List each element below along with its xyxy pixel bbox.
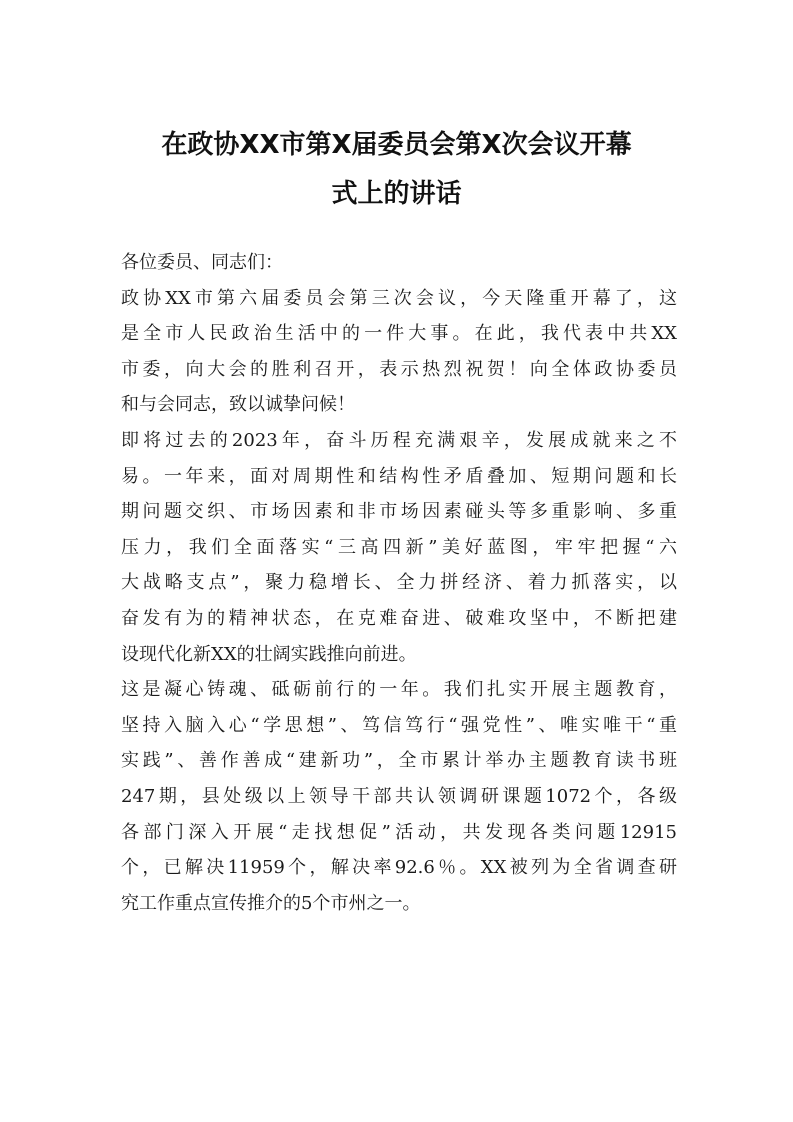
document-title-line-2: 式上的讲话: [331, 179, 462, 209]
paragraph-line: 期问题交织、市场因素和非市场因素碰头等多重影响、多重: [121, 501, 677, 523]
paragraph-line: 市委，向大会的胜利召开，表示热烈祝贺！向全体政协委员: [121, 358, 677, 380]
paragraph-line: 个，已解决11959个，解决率92.6％。XX被列为全省调查研: [121, 857, 677, 879]
paragraph-line: 政协XX市第六届委员会第三次会议，今天隆重开幕了，这: [121, 287, 677, 309]
paragraph-line: 即将过去的2023年，奋斗历程充满艰辛，发展成就来之不: [121, 429, 677, 451]
paragraph-1: [121, 281, 677, 423]
salutation-text: 各位委员、同志们：: [121, 252, 283, 273]
document-body: [121, 245, 677, 921]
paragraph-2: [121, 423, 677, 672]
paragraph-line: 压力，我们全面落实“三高四新”美好蓝图，牢牢把握“六: [121, 536, 677, 558]
paragraph-line: 和与会同志，致以诚挚问候！: [121, 394, 355, 416]
paragraph-line: 易。一年来，面对周期性和结构性矛盾叠加、短期问题和长: [121, 465, 677, 487]
paragraph-line: 坚持入脑入心“学思想”、笃信笃行“强党性”、唯实唯干“重: [121, 714, 677, 736]
paragraph-line: 是全市人民政治生活中的一件大事。在此，我代表中共XX: [121, 323, 677, 345]
paragraph-line: 奋发有为的精神状态，在克难奋进、破难攻坚中，不断把建: [121, 607, 677, 629]
salutation: [121, 245, 677, 281]
paragraph-line: 247期，县处级以上领导干部共认领调研课题1072个，各级: [121, 785, 677, 807]
paragraph-line: 各部门深入开展“走找想促”活动，共发现各类问题12915: [121, 821, 677, 843]
document-title-line-1: 在政协XX市第X届委员会第X次会议开幕: [161, 130, 632, 160]
paragraph-3: [121, 672, 677, 921]
paragraph-line: 实践”、善作善成“建新功”，全市累计举办主题教育读书班: [121, 750, 677, 772]
paragraph-line: 这是凝心铸魂、砥砺前行的一年。我们扎实开展主题教育，: [121, 679, 677, 701]
paragraph-line: 究工作重点宣传推介的5个市州之一。: [121, 892, 421, 914]
paragraph-line: 设现代化新XX的壮阔实践推向前进。: [121, 643, 417, 665]
paragraph-line: 大战略支点”，聚力稳增长、全力拼经济、着力抓落实，以: [121, 572, 677, 594]
